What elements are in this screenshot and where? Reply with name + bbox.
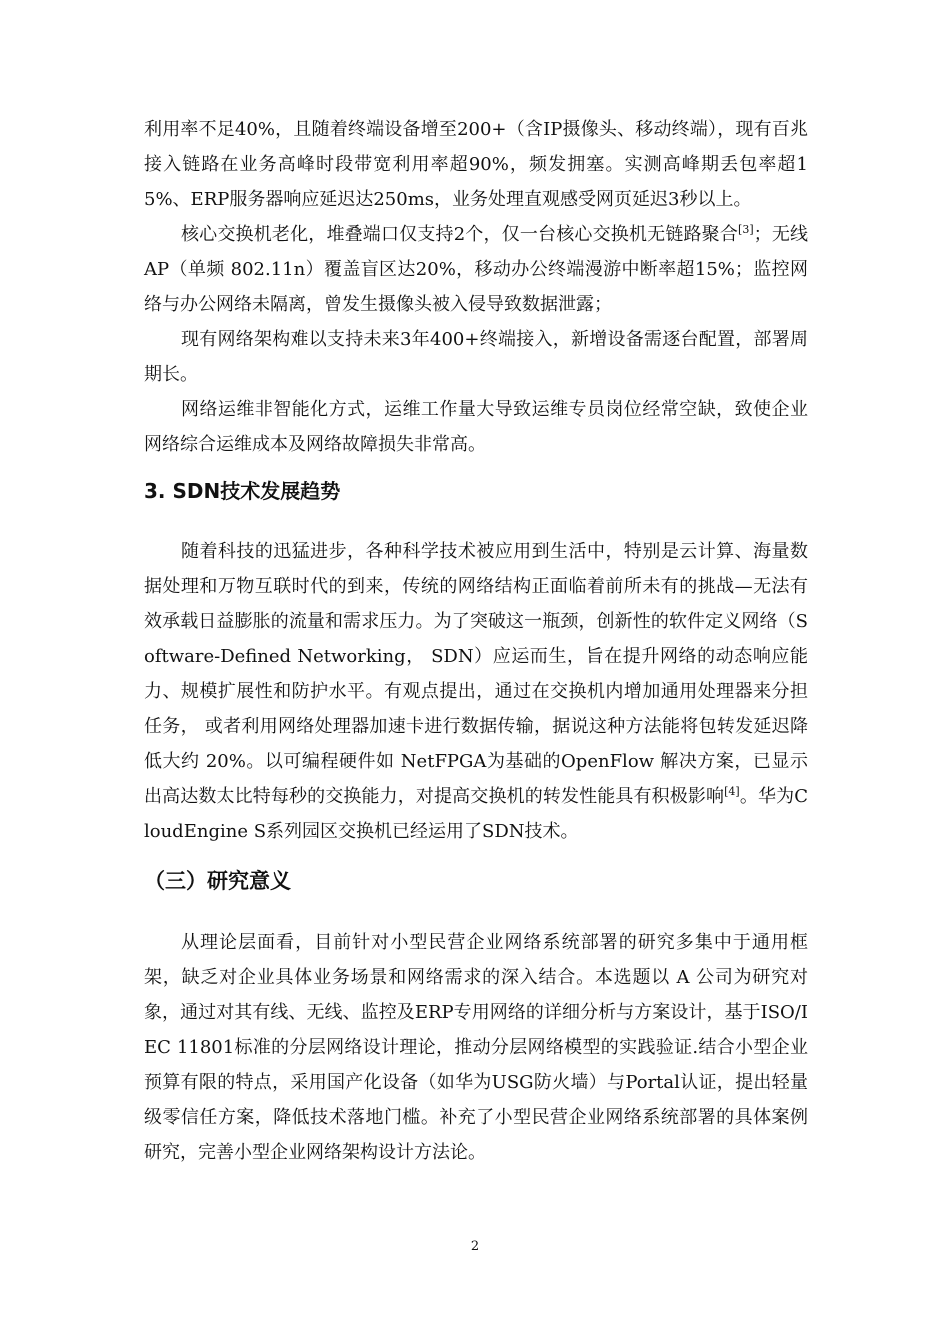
document-body [144, 112, 808, 1170]
section-heading-research-significance: （三）研究意义 [144, 869, 291, 893]
section-heading-sdn-trend: 3. SDN技术发展趋势 [144, 479, 341, 503]
paragraph-text: 核心交换机老化，堆叠端口仅支持2个，仅一台核心交换机无链路聚合 [181, 224, 739, 245]
page-number: 2 [470, 1239, 480, 1254]
paragraph-sdn-trend [144, 534, 808, 849]
paragraph-operations-cost: 网络运维非智能化方式，运维工作量大导致运维专员岗位经常空缺，致使企业网络综合运维成本及网络故障损失非常高。 [144, 399, 808, 455]
paragraph-core-switch-aging [144, 217, 808, 322]
paragraph-architecture-limit: 现有网络架构难以支持未来3年400+终端接入，新增设备需逐台配置，部署周期长。 [144, 329, 808, 385]
paragraph-bandwidth-utilization: 利用率不足40%，且随着终端设备增至200+（含IP摄像头、移动终端），现有百兆接入链路在业务高峰时段带宽利用率超90%，频发拥塞。实测高峰期丢包率超15%、ERP服务器响应延迟达250ms，业务处理直观感受网页延迟3秒以上。 [144, 119, 808, 210]
paragraph-text: 随着科技的迅猛进步，各种科学技术被应用到生活中，特别是云计算、海量数据处理和万物互联时代的到来，传统的网络结构正面临着前所未有的挑战—无法有效承载日益膨胀的流量和需求压力。为了突破这一瓶颈，创新性的软件定义网络（Software-Defined Networking， SDN）应运而生，旨在提升网络的动态响应能力、规模扩展性和防护水平。有观点提出，通过在交换机内增加通用处理器来分担任务， 或者利用网络处理器加速卡进行数据传输，据说这种方法能将包转发延迟降低大约 20%。以可编程硬件如 NetFPGA为基础的OpenFlow 解决方案，已显示出高达数太比特每秒的交换能力，对提高交换机的转发性能具有积极影响 [144, 541, 808, 807]
citation-4: [4] [724, 785, 740, 798]
citation-3: [3] [738, 223, 754, 236]
paragraph-text: 。华为CloudEngine S系列园区交换机已经运用了SDN技术。 [144, 786, 808, 842]
paragraph-text: ；无线AP（单频 802.11n）覆盖盲区达20%，移动办公终端漫游中断率超15%；监控网络与办公网络未隔离，曾发生摄像头被入侵导致数据泄露； [144, 224, 809, 315]
paragraph-theoretical-significance: 从理论层面看，目前针对小型民营企业网络系统部署的研究多集中于通用框架，缺乏对企业具体业务场景和网络需求的深入结合。本选题以 A 公司为研究对象，通过对其有线、无线、监控及ERP专用网络的详细分析与方案设计，基于ISO/IEC 11801标准的分层网络设计理论，推动分层网络模型的实践验证.结合小型企业预算有限的特点，采用国产化设备（如华为USG防火墙）与Portal认证，提出轻量级零信任方案，降低技术落地门槛。补充了小型民营企业网络系统部署的具体案例研究，完善小型企业网络架构设计方法论。 [144, 932, 808, 1163]
